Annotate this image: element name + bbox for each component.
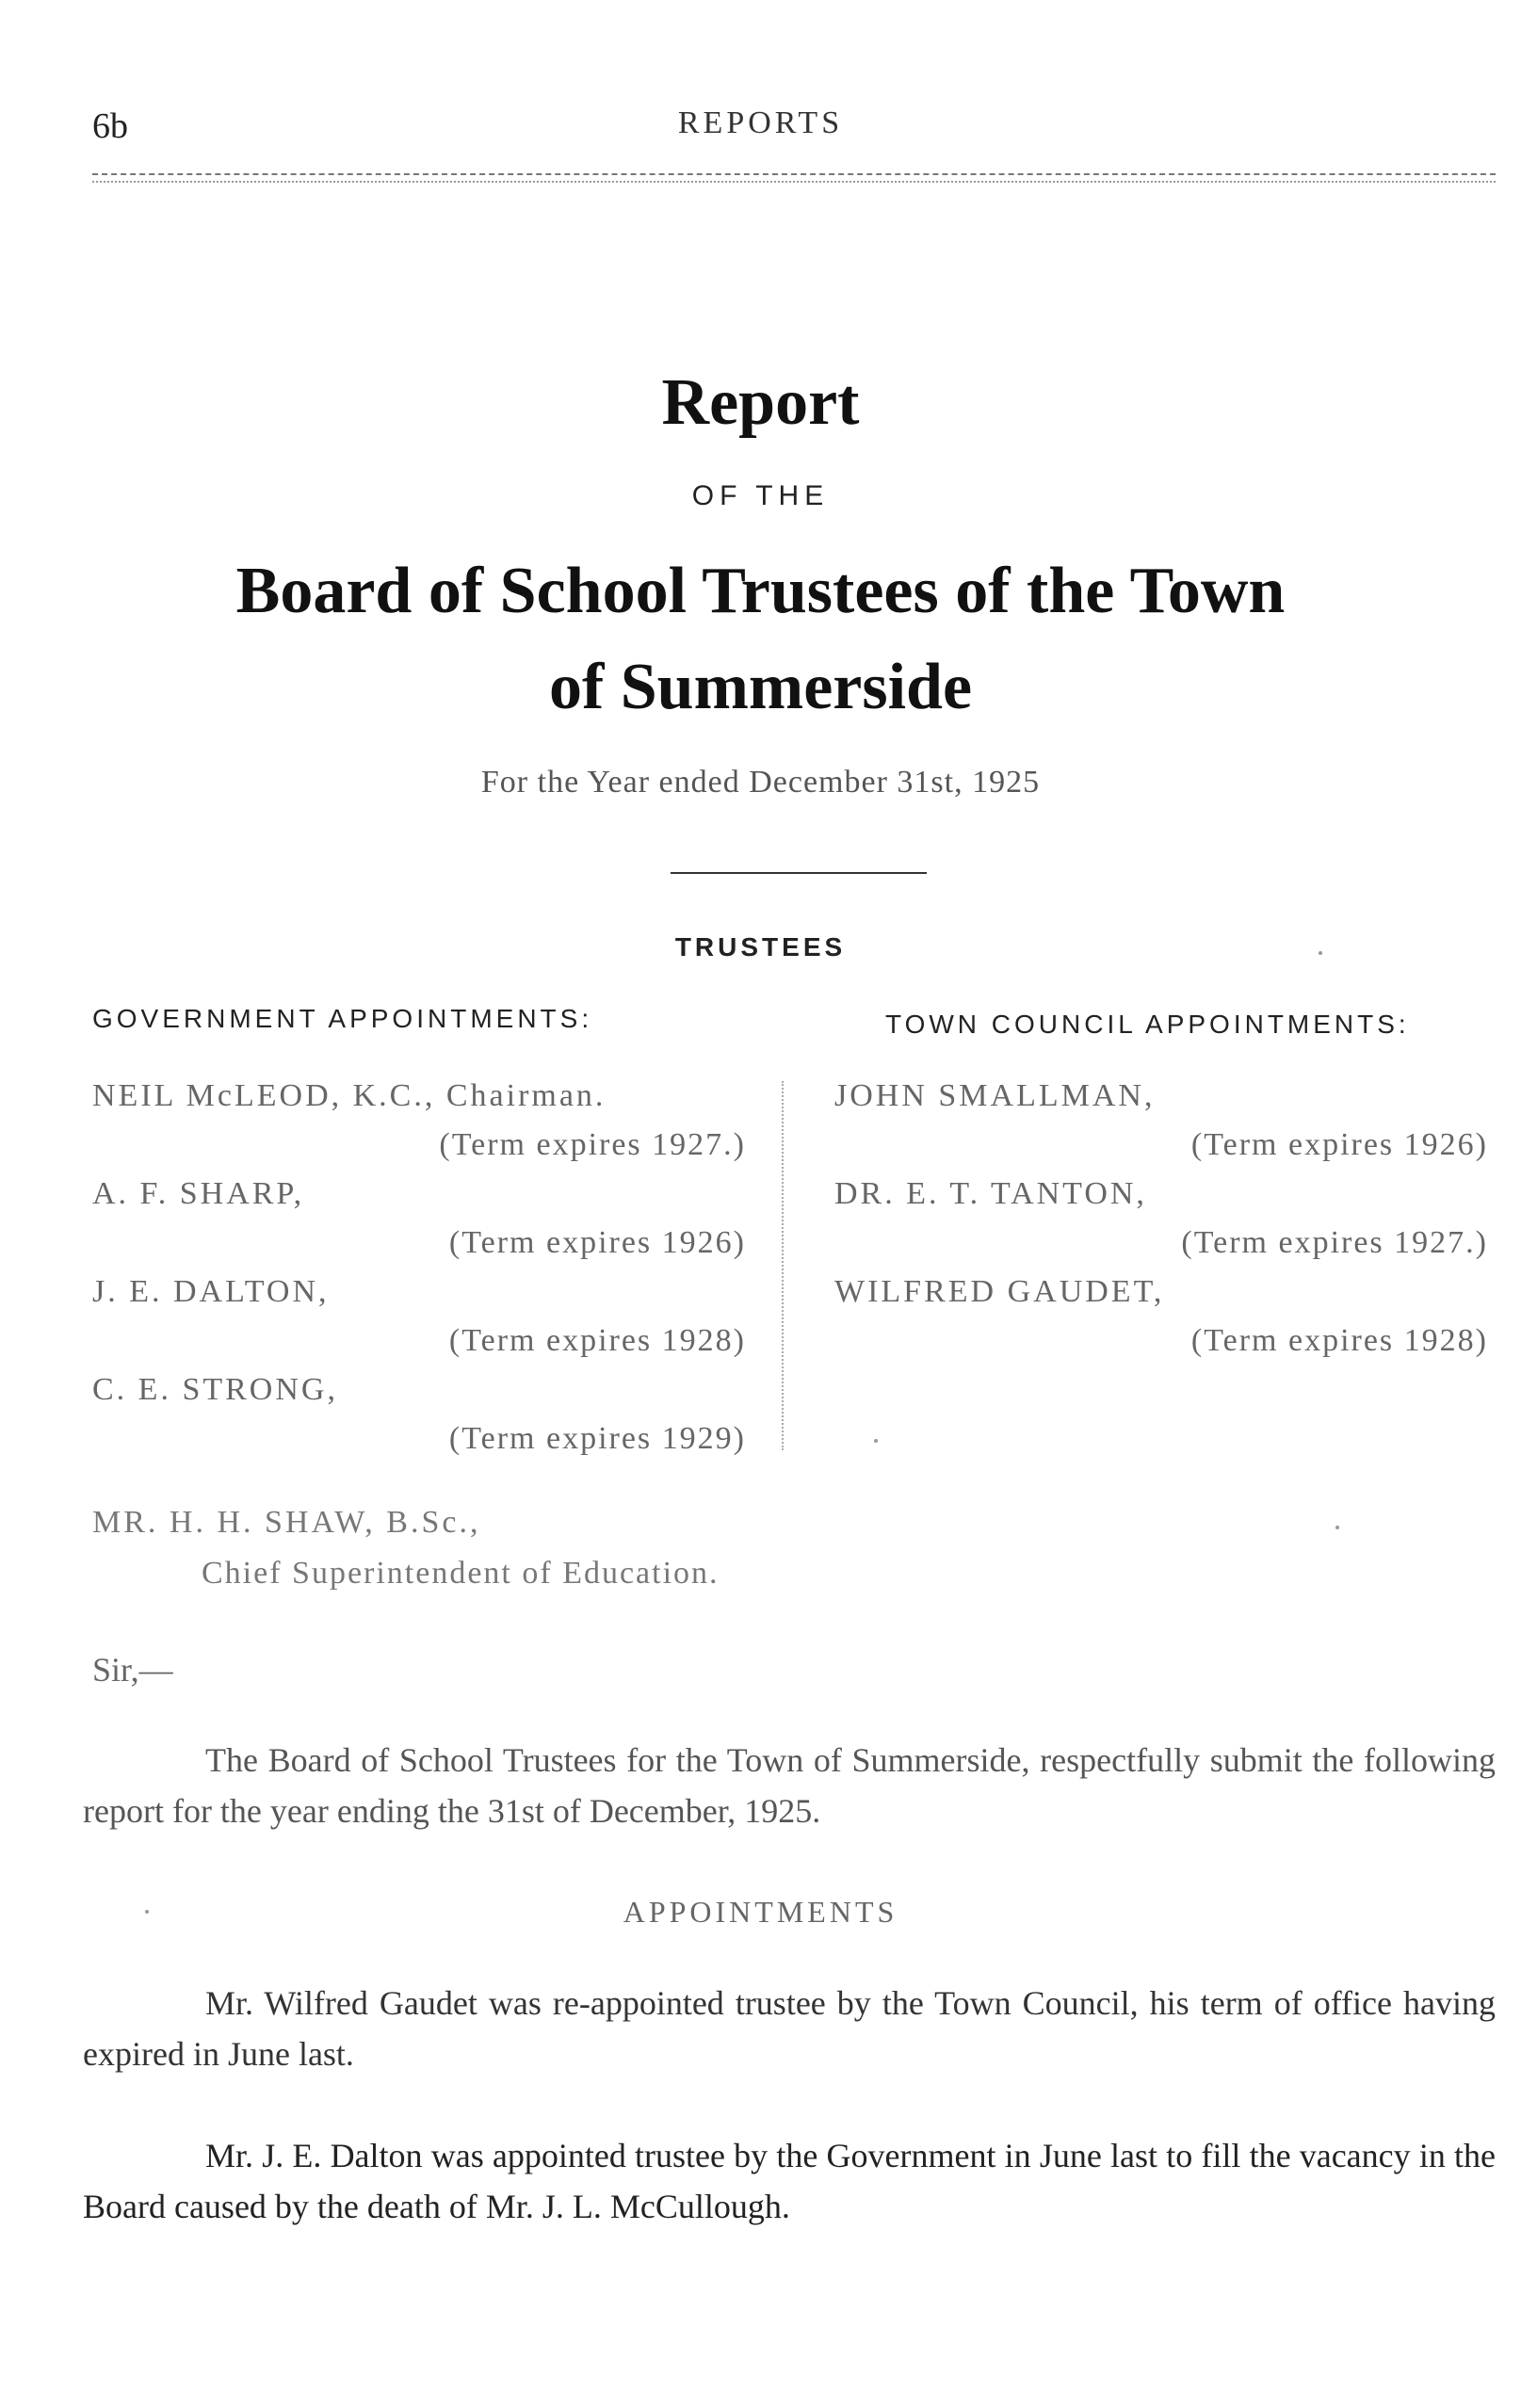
header-rule: [92, 173, 1496, 175]
trustee-term: (Term expires 1928): [448, 1323, 746, 1358]
appointments-heading: APPOINTMENTS: [623, 1895, 898, 1929]
page-number: 6b: [92, 106, 128, 146]
gaudet-paragraph: [83, 1978, 1496, 2079]
trustee-term: (Term expires 1926): [448, 1225, 746, 1260]
scan-speck: [874, 1439, 878, 1443]
trustee-name: NEIL McLEOD, K.C., Chairman.: [92, 1078, 607, 1113]
trustee-term: (Term expires 1927.): [439, 1127, 746, 1162]
trustee-term: (Term expires 1926): [1190, 1127, 1488, 1162]
scan-speck: [145, 1910, 149, 1914]
report-title: Report: [661, 366, 860, 439]
addressee-title: Chief Superintendent of Education.: [202, 1556, 720, 1591]
addressee-name: MR. H. H. SHAW, B.Sc.,: [92, 1505, 481, 1540]
year-subtitle: For the Year ended December 31st, 1925: [480, 765, 1041, 800]
trustee-term: (Term expires 1928): [1190, 1323, 1488, 1358]
of-the-label: OF THE: [691, 480, 830, 511]
intro-paragraph: [83, 1735, 1496, 1836]
trustee-name: WILFRED GAUDET,: [834, 1274, 1165, 1309]
government-trustee-list: [92, 1072, 752, 1463]
scan-speck: [1335, 1526, 1339, 1529]
running-head: REPORTS: [677, 105, 844, 140]
board-title-line-2: of Summerside: [548, 651, 973, 723]
intro-paragraph-text: The Board of School Trustees for the Town of Summerside, respectfully submit the following report for the year ending the 31st of December, 1925.: [83, 1741, 1496, 1830]
dalton-paragraph-text: Mr. J. E. Dalton was appointed trustee by the Government in June last to fill the vacancy in the Board caused by the death of Mr. J. L. McCullough.: [83, 2137, 1496, 2225]
salutation: Sir,—: [92, 1651, 173, 1689]
column-divider: [782, 1081, 784, 1450]
government-appointments-heading: GOVERNMENT APPOINTMENTS:: [92, 1004, 593, 1033]
trustee-term: (Term expires 1927.): [1181, 1225, 1488, 1260]
trustee-name: A. F. SHARP,: [92, 1176, 305, 1211]
council-trustee-list: [834, 1072, 1494, 1366]
trustee-name: J. E. DALTON,: [92, 1274, 330, 1309]
dalton-paragraph: [83, 2130, 1496, 2232]
scan-speck: [1319, 951, 1322, 955]
trustee-name: DR. E. T. TANTON,: [834, 1176, 1147, 1211]
trustees-heading: TRUSTEES: [674, 932, 847, 962]
gaudet-paragraph-text: Mr. Wilfred Gaudet was re-appointed trustee by the Town Council, his term of office having expired in June last.: [83, 1984, 1496, 2073]
trustee-term: (Term expires 1929): [448, 1421, 746, 1456]
section-divider: [671, 872, 927, 874]
board-title-line-1: Board of School Trustees of the Town: [235, 555, 1286, 627]
trustee-name: JOHN SMALLMAN,: [834, 1078, 1156, 1113]
town-council-appointments-heading: TOWN COUNCIL APPOINTMENTS:: [885, 1010, 1410, 1039]
trustee-name: C. E. STRONG,: [92, 1372, 338, 1407]
header-rule-secondary: [92, 181, 1496, 183]
